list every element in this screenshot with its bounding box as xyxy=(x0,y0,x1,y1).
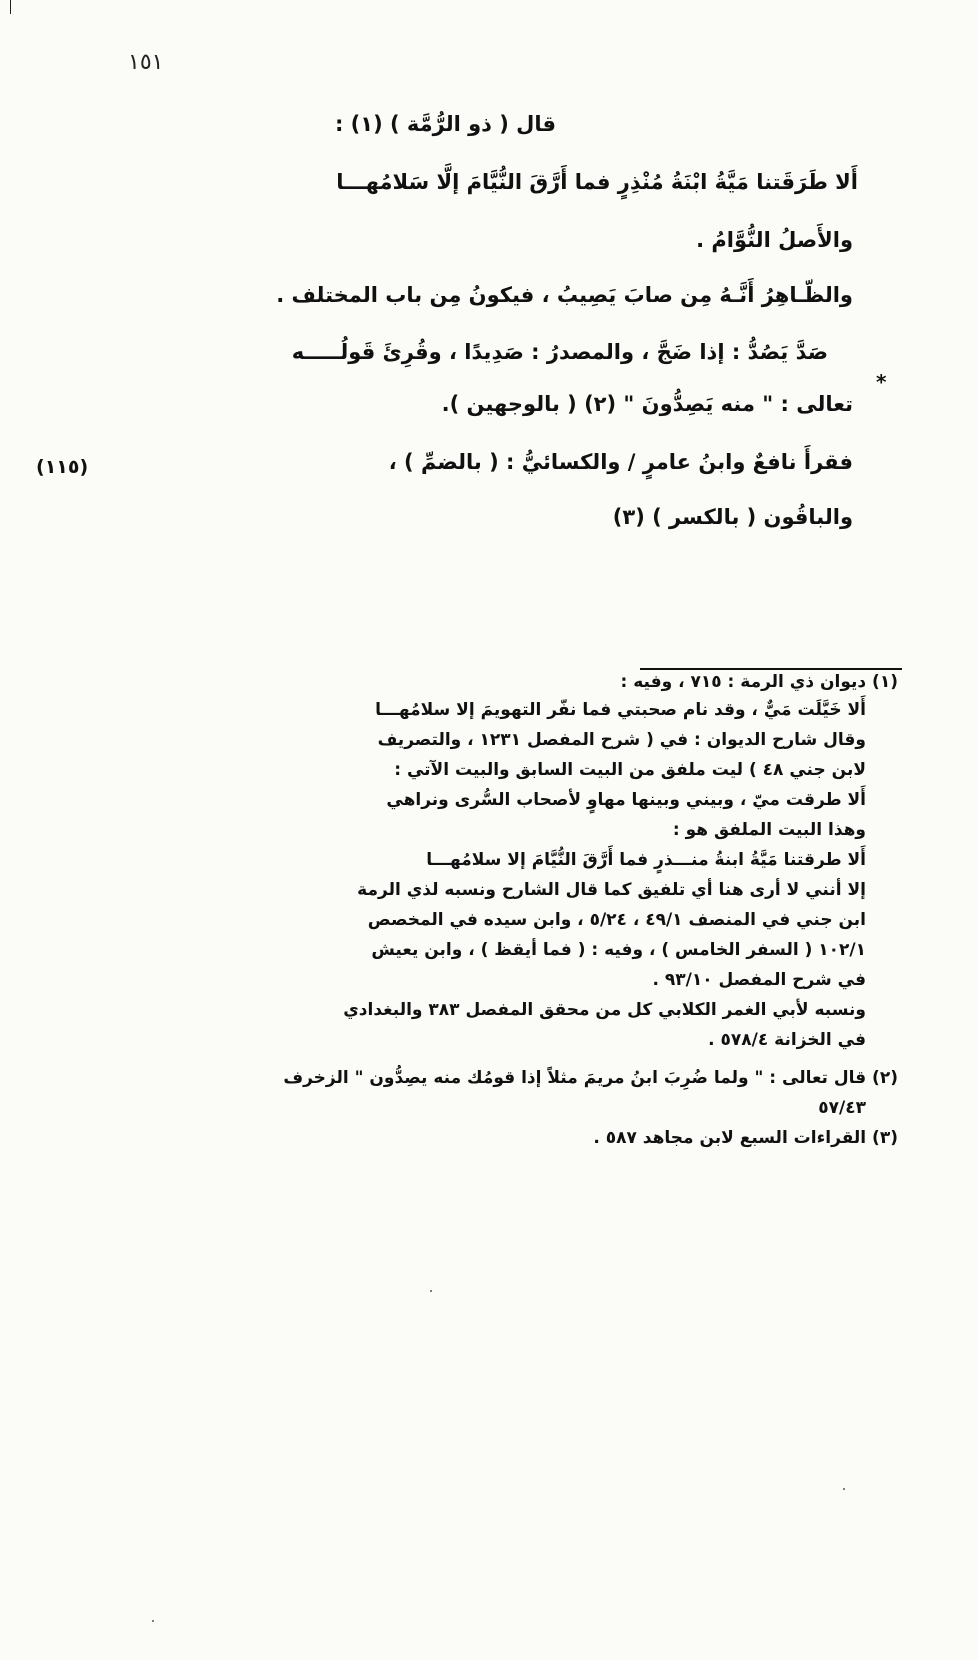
main-line-2: أَلا طَرَقَتنا مَيَّةُ ابْنَةُ مُنْذِرٍ فما أَرَّقَ النُّيَّامَ إلَّا سَلامُهـــا xyxy=(336,170,858,194)
footnote-1-title: (١) ديوان ذي الرمة : ٧١٥ ، وفيه : xyxy=(620,672,898,692)
main-line-3: والأَصلُ النُّوَّامُ . xyxy=(696,228,853,252)
main-line-8: والباقُون ( بالكسر ) (٣) xyxy=(612,505,853,529)
footnote-line: ونسبه لأبي الغمر الكلابي كل من محقق المفصل ٣٨٣ والبغدادي xyxy=(343,1000,866,1020)
footnote-line: في الخزانة ٥٧٨/٤ . xyxy=(708,1030,866,1050)
footnote-line: إلا أنني لا أرى هنا أي تلفيق كما قال الشارح ونسبه لذي الرمة xyxy=(357,880,866,900)
main-line-6: تعالى : " منه يَصِدُّونَ " (٢) ( بالوجهين ). xyxy=(441,392,853,416)
footnote-3: (٣) القراءات السبع لابن مجاهد ٥٨٧ . xyxy=(593,1128,898,1148)
scan-speck xyxy=(843,1488,845,1490)
main-line-7: فقرأَ نافعٌ وابنُ عامرٍ / والكسائيُّ : ( بالضمِّ ) ، xyxy=(388,450,853,474)
footnote-2: (٢) قال تعالى : " ولما ضُرِبَ ابنُ مريمَ مثلاً إذا قومُك منه يصِدُّون " الزخرف xyxy=(283,1068,898,1088)
folio-marker: (١١٥) xyxy=(36,456,89,478)
footnote-2-ref: ٥٧/٤٣ xyxy=(818,1098,866,1118)
main-line-4: والظّـاهِرُ أَنَّـهُ مِن صابَ يَصِيبُ ، فيكونُ مِن باب المختلف . xyxy=(276,283,853,307)
footnote-line: في شرح المفصل ٩٣/١٠ . xyxy=(652,970,866,990)
main-line-1: قال ( ذو الرُّمَّة ) (١) : xyxy=(334,112,556,136)
footnote-separator xyxy=(640,668,902,670)
asterisk-mark: * xyxy=(876,370,887,394)
footnote-line: لابن جني ٤٨ ) ليت ملفق من البيت السابق والبيت الآتي : xyxy=(394,760,866,780)
footnote-line: ابن جني في المنصف ٤٩/١ ، ٥/٢٤ ، وابن سيده في المخصص xyxy=(367,910,866,930)
footnote-line: وهذا البيت الملفق هو : xyxy=(672,820,866,840)
main-line-5: صَدَّ يَصُدُّ : إذا ضَجَّ ، والمصدرُ : صَدِيدًا ، وقُرِئَ قَولُـــــه xyxy=(291,340,828,364)
margin-mark xyxy=(10,0,11,14)
footnote-line: أَلا طرقتنا مَيَّةُ ابنةُ منـــذرٍ فما أَرَّقَ النُّيَّامَ إلا سلامُهـــا xyxy=(426,850,866,870)
page-number: ١٥١ xyxy=(128,50,164,75)
footnote-line: أَلا طرقت ميّ ، وبيني وبينها مهاوٍ لأصحاب السُّرى ونراهي xyxy=(386,790,866,810)
footnote-line: ١٠٢/١ ( السفر الخامس ) ، وفيه : ( فما أيقظ ) ، وابن يعيش xyxy=(371,940,866,960)
scan-speck xyxy=(430,1290,432,1292)
footnote-line: أَلا خَيَّلَت مَيٌّ ، وقد نام صحبتي فما نفّر التهويمَ إلا سلامُهـــا xyxy=(375,700,866,720)
footnote-line: وقال شارح الديوان : في ( شرح المفصل ١٢٣١ ، والتصريف xyxy=(377,730,866,750)
scan-speck xyxy=(152,1620,154,1622)
